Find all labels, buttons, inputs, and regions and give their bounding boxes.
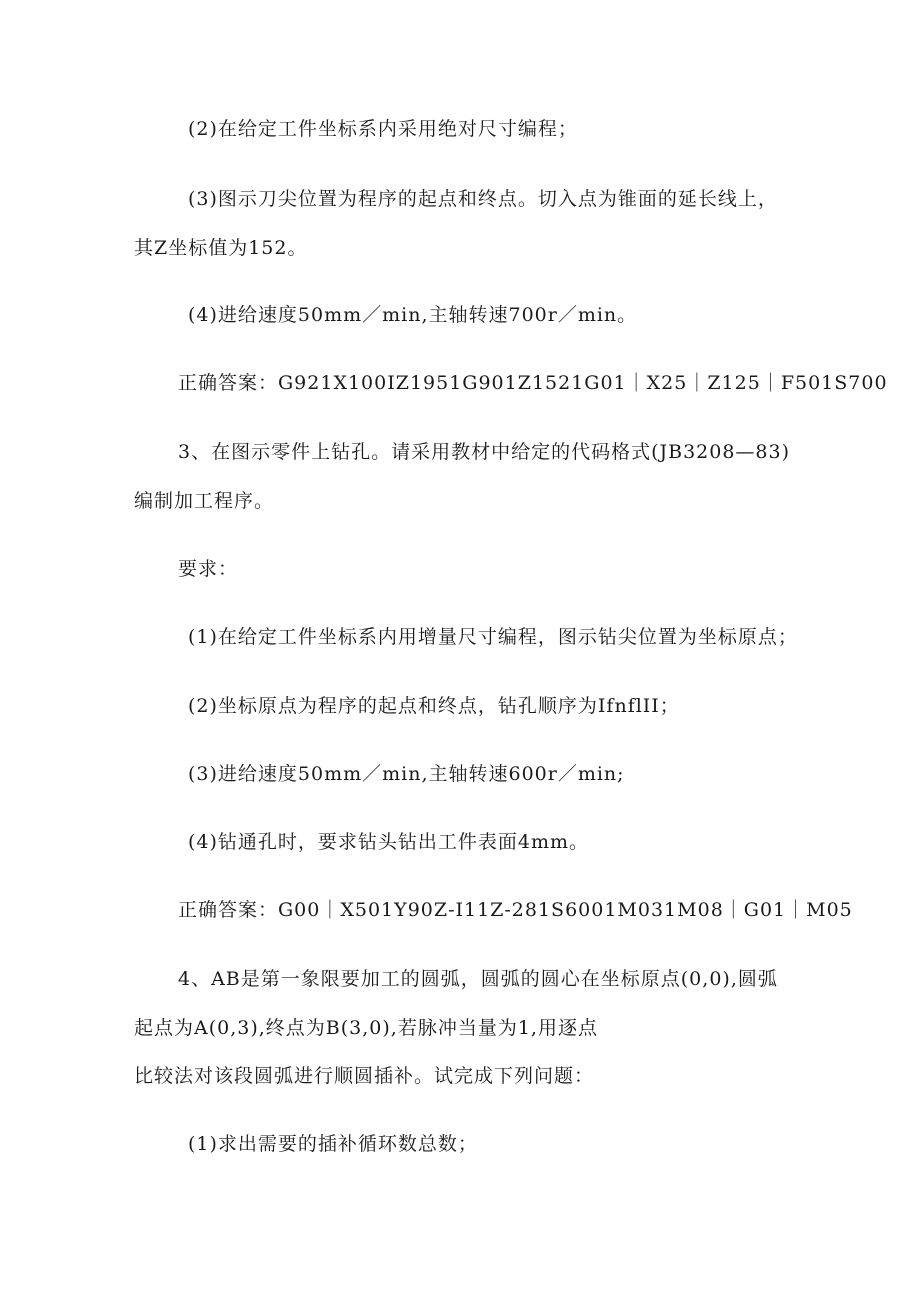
answer-line-1: 正确答案：G921X100IZ1951G901Z1521G01｜X25｜Z125｜F501S700 (178, 372, 888, 394)
requirement-1: (1)在给定工件坐标系内用增量尺寸编程，图示钻尖位置为坐标原点； (188, 626, 798, 648)
requirements-heading: 要求： (178, 558, 239, 580)
question-3-line-1: 3、在图示零件上钻孔。请采用教材中给定的代码格式(JB3208—83) (178, 441, 791, 463)
question-4-line-2: 起点为A(0,3),终点为B(3,0),若脉冲当量为1,用逐点 (134, 1017, 598, 1039)
text-line-3: 其Z坐标值为152。 (134, 237, 308, 259)
question-4-line-1: 4、AB是第一象限要加工的圆弧，圆弧的圆心在坐标原点(0,0),圆弧 (178, 968, 778, 990)
text-line-1: (2)在给定工件坐标系内采用绝对尺寸编程； (188, 118, 578, 140)
requirement-4: (4)钻通孔时，要求钻头钻出工件表面4mm。 (188, 831, 590, 853)
requirement-2: (2)坐标原点为程序的起点和终点，钻孔顺序为IfnflII； (188, 695, 680, 717)
question-3-line-2: 编制加工程序。 (134, 490, 275, 512)
text-line-4: (4)进给速度50mm／min,主轴转速700r／min。 (188, 304, 638, 326)
text-line-2: (3)图示刀尖位置为程序的起点和终点。切入点为锥面的延长线上， (188, 188, 778, 210)
requirement-3: (3)进给速度50mm／min,主轴转速600r／min; (188, 763, 625, 785)
question-4-line-3: 比较法对该段圆弧进行顺圆插补。试完成下列问题： (134, 1065, 595, 1087)
question-4-sub-1: (1)求出需要的插补循环数总数； (188, 1133, 478, 1155)
answer-line-2: 正确答案：G00｜X501Y90Z-I11Z-281S6001M031M08｜G01｜M05 (178, 899, 853, 921)
